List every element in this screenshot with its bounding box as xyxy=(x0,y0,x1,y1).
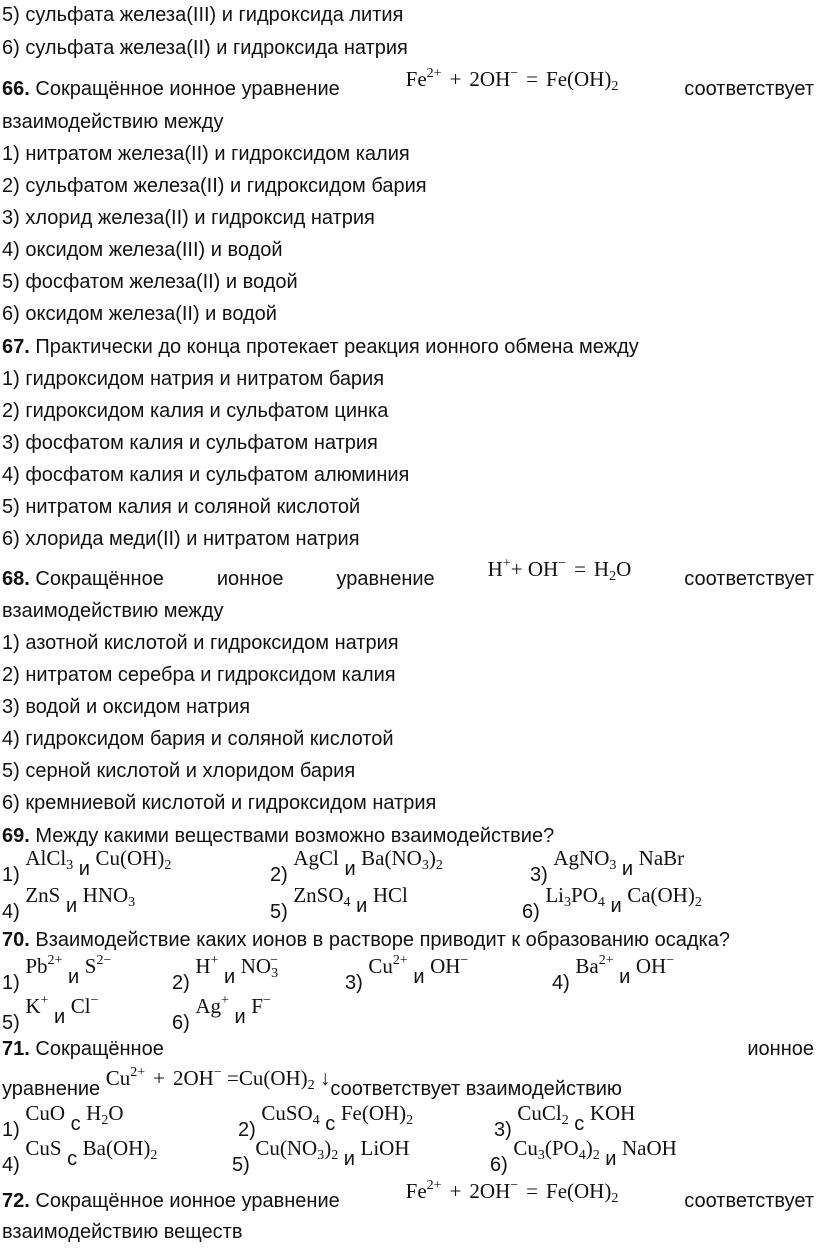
q71-option-3: 3) CuCl$_2$ с KOH xyxy=(494,1101,636,1141)
q65-option-5: 5) сульфата железа(III) и гидроксида лития xyxy=(2,4,404,26)
q66-option-3: 3) хлорид железа(II) и гидроксид натрия xyxy=(2,207,375,229)
q70-option-2: 2) H+ и $NO_3^-$ xyxy=(172,953,279,994)
q67-stem: 67. Практически до конца протекает реакция ионного обмена между xyxy=(2,336,639,358)
q68-number: 68. xyxy=(2,568,30,590)
q68-stem: 68. Сокращённое ионное уравнение $H^++ OH^- = H_2O$ соответствует xyxy=(2,556,814,590)
q70-option-1: 1) $Pb^{2+}$ и $S^{2-}$ xyxy=(2,953,112,994)
q71-number: 71. xyxy=(2,1038,30,1060)
q69-option-2: 2) AgCl и $Ba(NO_3)_2$ xyxy=(270,846,443,886)
q69-stem: 69. Между какими веществами возможно взаимодействие? xyxy=(2,825,555,847)
q70-option-6: 6) Ag+ и F− xyxy=(172,993,271,1034)
q70-number: 70. xyxy=(2,929,30,951)
q72-number: 72. xyxy=(2,1190,30,1212)
q71-option-5: 5) $Cu(NO_3)_2$ и LiOH xyxy=(232,1136,410,1176)
q67-option-3: 3) фосфатом калия и сульфатом натрия xyxy=(2,432,378,454)
q68-option-5: 5) серной кислотой и хлоридом бария xyxy=(2,760,356,782)
q68-option-3: 3) водой и оксидом натрия xyxy=(2,696,251,718)
q66-option-6: 6) оксидом железа(II) и водой xyxy=(2,303,277,325)
q68-option-4: 4) гидроксидом бария и соляной кислотой xyxy=(2,728,394,750)
q69-option-5: 5) ZnSO$_4$ и HCl xyxy=(270,883,408,923)
q71-equation: $Cu^{2+} + 2OH^- =Cu(OH)_2$ ↓ xyxy=(105,1065,331,1093)
q66-option-2: 2) сульфатом железа(II) и гидроксидом бария xyxy=(2,175,427,197)
q70-option-4: 4) $Ba^{2+}$ и OH− xyxy=(552,953,675,994)
q67-option-5: 5) нитратом калия и соляной кислотой xyxy=(2,496,361,518)
q65-option-6: 6) сульфата железа(II) и гидроксида натрия xyxy=(2,37,408,59)
q68-option-2: 2) нитратом серебра и гидроксидом калия xyxy=(2,664,396,686)
q69-option-1: 1) AlCl$_3$ и $Cu(OH)_2$ xyxy=(2,846,172,886)
q66-option-4: 4) оксидом железа(III) и водой xyxy=(2,239,283,261)
q68-equation: $H^++ OH^- = H_2O$ xyxy=(487,556,632,584)
q67-option-4: 4) фосфатом калия и сульфатом алюминия xyxy=(2,464,410,486)
q68-option-1: 1) азотной кислотой и гидроксидом натрия xyxy=(2,632,399,654)
q72-line2: взаимодействию веществ xyxy=(2,1221,243,1243)
q69-option-6: 6) $Li_3PO_4$ и $Ca(OH)_2$ xyxy=(522,883,702,923)
q71-option-6: 6) $Cu_3(PO_4)_2$ и NaOH xyxy=(490,1136,677,1176)
q69-option-3: 3) AgNO$_3$ и NaBr xyxy=(530,846,685,886)
q66-equation: $Fe^{2+} + 2OH^- = Fe(OH)_2$ xyxy=(405,66,619,94)
q68-option-6: 6) кремниевой кислотой и гидроксидом натрия xyxy=(2,792,437,814)
q66-tail: соответствует xyxy=(684,78,814,100)
q66-option-5: 5) фосфатом железа(II) и водой xyxy=(2,271,298,293)
q69-option-4: 4) ZnS и $HNO_3$ xyxy=(2,883,136,923)
q66-stem-text: Сокращённое ионное уравнение xyxy=(35,78,340,100)
q72-equation: $Fe^{2+} + 2OH^- = Fe(OH)_2$ xyxy=(405,1178,619,1206)
q71-stem: 71. Сокращённое ионное xyxy=(2,1038,814,1060)
q72-stem: 72. Сокращённое ионное уравнение $Fe^{2+} + 2OH^- = Fe(OH)_2$ соответствует xyxy=(2,1178,814,1212)
q71-option-1: 1) CuO с $H_2O$ xyxy=(2,1101,124,1141)
q71-option-4: 4) CuS с $Ba(OH)_2$ xyxy=(2,1136,158,1176)
q71-equation-line: уравнение $Cu^{2+} + 2OH^- =Cu(OH)_2$ ↓соответствует взаимодействию xyxy=(2,1065,622,1100)
q67-option-2: 2) гидроксидом калия и сульфатом цинка xyxy=(2,400,389,422)
q66-option-1: 1) нитратом железа(II) и гидроксидом калия xyxy=(2,143,410,165)
q67-number: 67. xyxy=(2,336,30,358)
q70-option-3: 3) $Cu^{2+}$ и OH− xyxy=(345,953,469,994)
q69-number: 69. xyxy=(2,825,30,847)
q67-option-6: 6) хлорида меди(II) и нитратом натрия xyxy=(2,528,360,550)
q70-stem: 70. Взаимодействие каких ионов в растворе приводит к образованию осадка? xyxy=(2,929,730,951)
q66-number: 66. xyxy=(2,78,30,100)
q68-line2: взаимодействию между xyxy=(2,600,224,622)
q70-option-5: 5) K+ и Cl− xyxy=(2,993,99,1034)
q66-stem xyxy=(2,66,814,102)
q71-option-2: 2) CuSO$_4$ с $Fe(OH)_2$ xyxy=(238,1101,414,1141)
q66-line2: взаимодействию между xyxy=(2,111,224,133)
q67-option-1: 1) гидроксидом натрия и нитратом бария xyxy=(2,368,385,390)
